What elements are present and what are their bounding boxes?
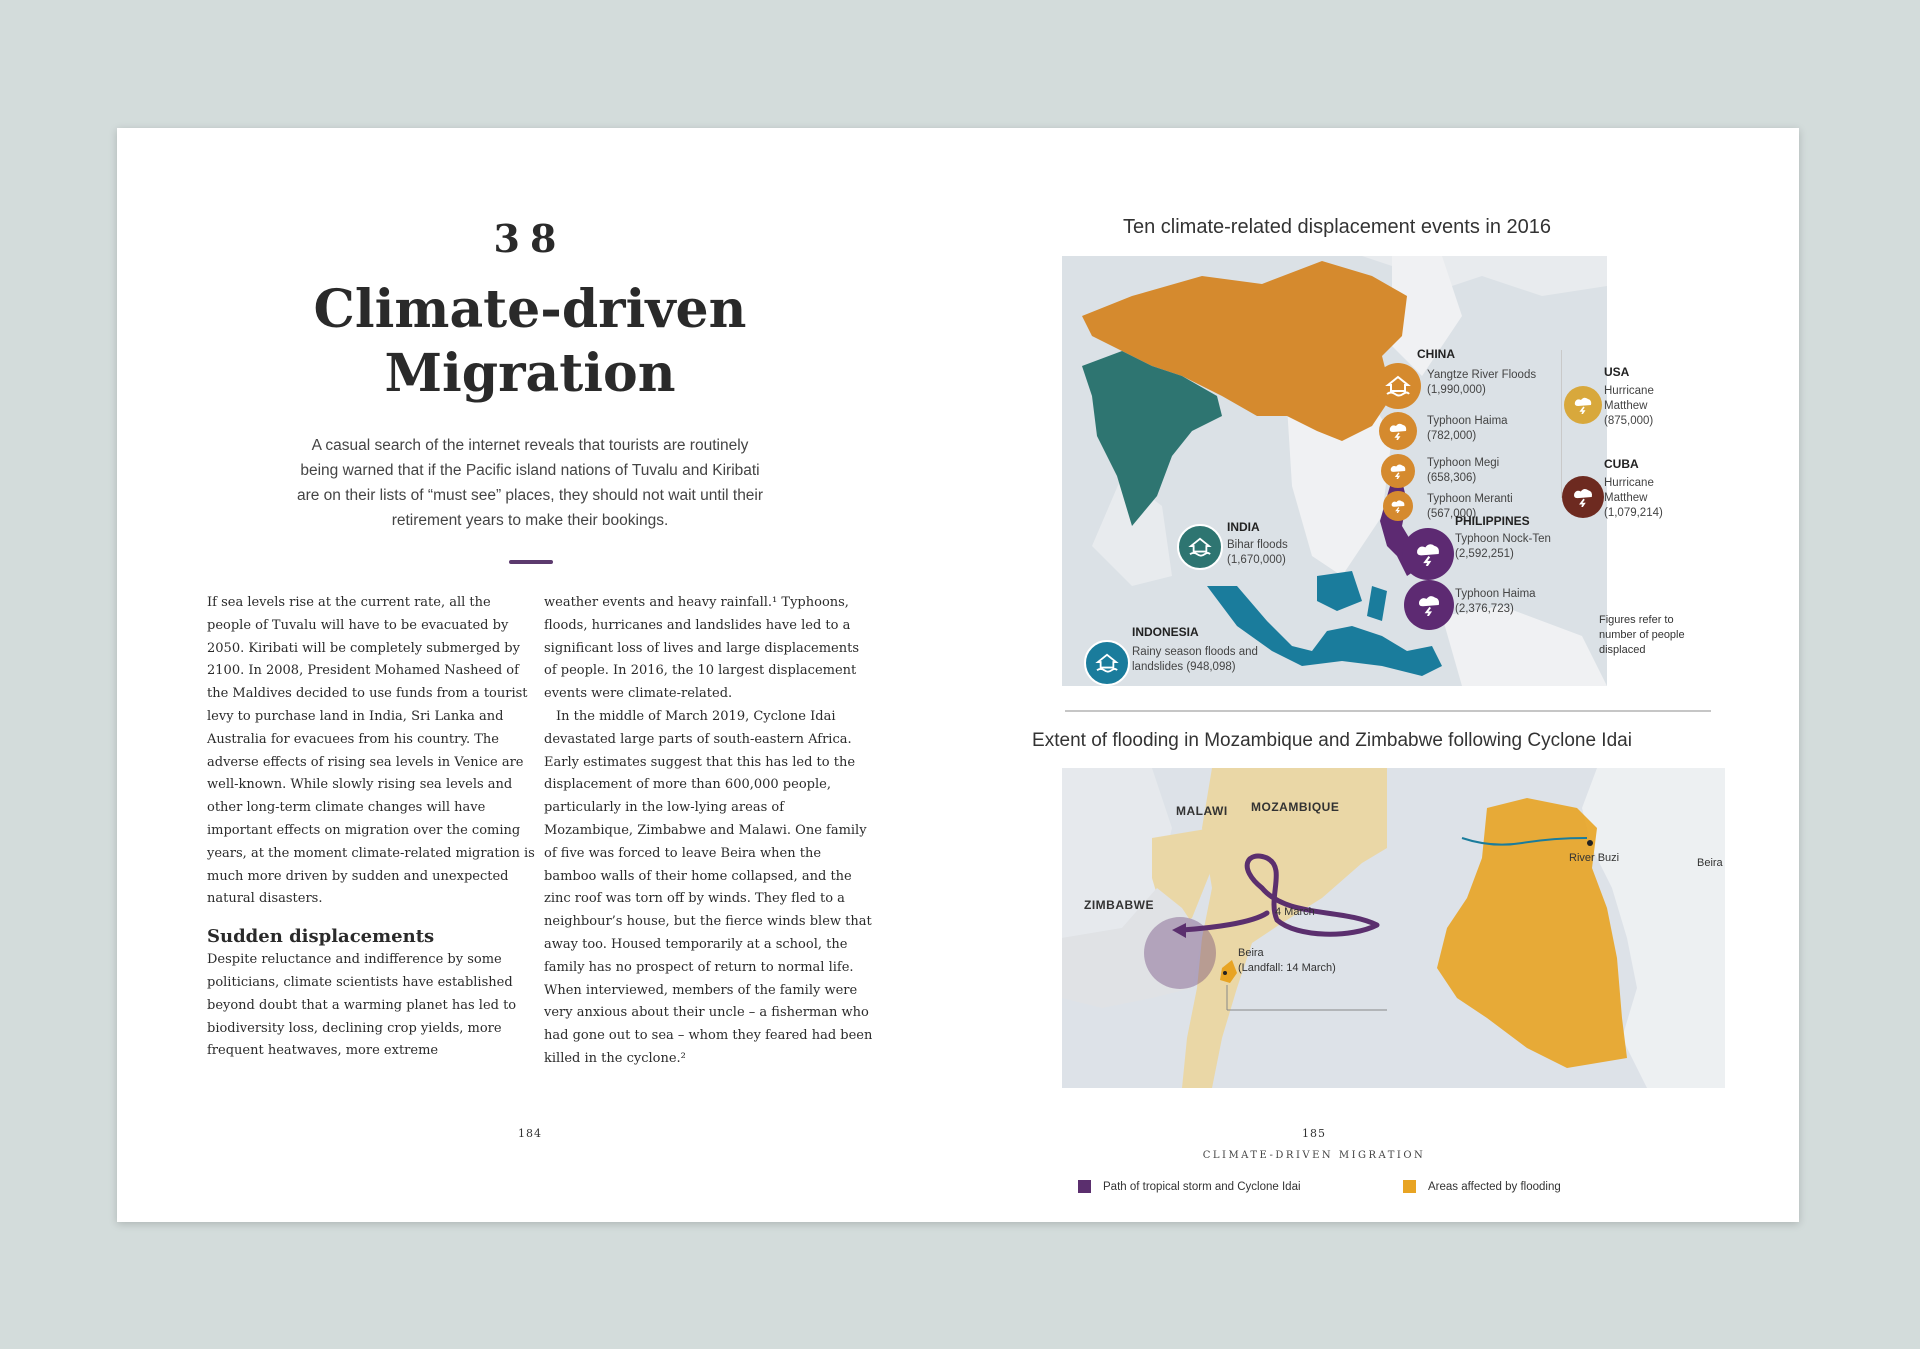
chapter-number: 38 [493,216,567,261]
event-philippines-1: Typhoon Nock-Ten (2,592,251) [1455,533,1551,560]
body-paragraph: If sea levels rise at the current rate, all the people of Tuvalu will have to be evacuated by 2050. Kiribati will be completely submerged by 2100. In 2008, President Mohamed Nasheed of the Maldives decided to use funds from a tourist levy to purchase land in India, Sri Lanka and Australia for evacuees from his country. The adverse effects of rising sea levels in Venice are well-known. While slowly rising sea levels and other long-term climate changes will have important effects on migration over the coming years, at the moment climate-related migration is much more driven by sudden and unexpected natural disasters. [207,595,535,907]
figure-1-title: Ten climate-related displacement events in 2016 [1122,216,1552,238]
storm-cloud-icon [1381,454,1415,488]
label-mozambique: MOZAMBIQUE [1251,800,1340,814]
storm-cloud-icon [1383,491,1413,521]
label-beira: Beira [1238,947,1264,959]
storm-cloud-icon [1562,476,1604,518]
body-column-2 [544,592,874,1071]
house-flood-icon [1084,640,1130,686]
country-label-india: INDIA [1227,520,1260,534]
storm-cloud-icon [1402,528,1454,580]
event-china-2: Typhoon Haima (782,000) [1427,415,1508,442]
house-flood-icon [1177,524,1223,570]
legend-flood [1403,1180,1561,1193]
country-label-philippines: PHILIPPINES [1455,514,1530,528]
body-paragraph: weather events and heavy rainfall.¹ Typhoons, floods, hurricanes and landslides have led to a significant loss of lives and large displacements of people. In 2016, the 10 largest displacement events were climate-related. [544,595,859,702]
label-zimbabwe: ZIMBABWE [1084,898,1154,912]
body-column-1 [207,592,537,1063]
chapter-title-line-1: Climate-driven [313,279,747,340]
intro-divider [509,560,553,564]
event-china-3: Typhoon Megi (658,306) [1427,457,1500,484]
label-malawi: MALAWI [1176,804,1228,818]
running-head: CLIMATE-DRIVEN MIGRATION [1202,1150,1426,1161]
house-flood-icon [1375,363,1421,409]
legend-path [1078,1180,1301,1193]
event-china-1: Yangtze River Floods (1,990,000) [1427,369,1537,396]
label-date: 4 March [1275,906,1315,918]
label-landfall: (Landfall: 14 March) [1238,962,1336,974]
body-paragraph: In the middle of March 2019, Cyclone Idai devastated large parts of south-eastern Africa. Early estimates suggest that this has led to the displacement of more than 600,000 people, particularly in the low-lying areas of Mozambique, Zimbabwe and Malawi. One family of five was forced to leave Beira when the bamboo walls of their home collapsed, and the zinc roof was torn off by winds. They fled to a neighbour’s house, but the fierce winds blew that away too. Housed temporarily at a school, the family has no prospect of return to normal life. When interviewed, members of the family were very anxious about their uncle – a fisherman who had gone out to sea – whom they feared had been killed in the cyclone.² [544,708,873,1066]
figure-2-title: Extent of flooding in Mozambique and Zimbabwe following Cyclone Idai [1032,730,1632,751]
subheading: Sudden displacements [207,926,435,948]
legend-swatch-path [1078,1180,1091,1193]
book-spread [117,128,1799,1222]
figures-note: Figures refer to number of people displaced [1599,614,1685,656]
storm-cloud-icon [1404,580,1454,630]
event-china-4: Typhoon Meranti (567,000) [1427,493,1513,520]
event-philippines-2: Typhoon Haima (2,376,723) [1455,588,1536,615]
intro-paragraph: A casual search of the internet reveals that tourists are routinely being warned that if the Pacific island nations of Tuvalu and Kiribati are on their lists of “must see” places, they should not wait until their retirement years to make their bookings. [296,437,764,529]
chapter-title-line-2: Migration [384,343,676,404]
page-number-right: 185 [1302,1127,1326,1140]
legend-separator [1561,350,1562,498]
storm-cloud-icon [1564,386,1602,424]
event-india-1: Bihar floods (1,670,000) [1227,539,1288,566]
legend-flood-label: Areas affected by flooding [1428,1180,1561,1193]
country-label-usa: USA [1604,365,1630,379]
chapter-title [117,278,943,406]
figure-divider [1065,710,1711,712]
storm-cloud-icon [1379,412,1417,450]
label-river-buzi: River Buzi [1569,852,1620,864]
legend-path-label: Path of tropical storm and Cyclone Idai [1103,1180,1301,1193]
flooding-extent-map [1387,768,1725,1088]
body-paragraph: Despite reluctance and indifference by some politicians, climate scientists have established beyond doubt that a warming planet has led to biodiversity loss, declining crop yields, more frequent heatwaves, more extreme [207,952,517,1059]
legend-swatch-flood [1403,1180,1416,1193]
country-label-china: CHINA [1417,347,1455,361]
event-usa-1: Hurricane Matthew (875,000) [1604,385,1654,427]
country-label-cuba: CUBA [1604,457,1639,471]
event-indonesia-1: Rainy season floods and landslides (948,098) [1132,646,1258,673]
label-beira-map3: Beira [1697,857,1723,869]
page-number-left: 184 [518,1127,542,1140]
country-label-indonesia: INDONESIA [1132,625,1199,639]
event-cuba-1: Hurricane Matthew (1,079,214) [1604,477,1663,519]
